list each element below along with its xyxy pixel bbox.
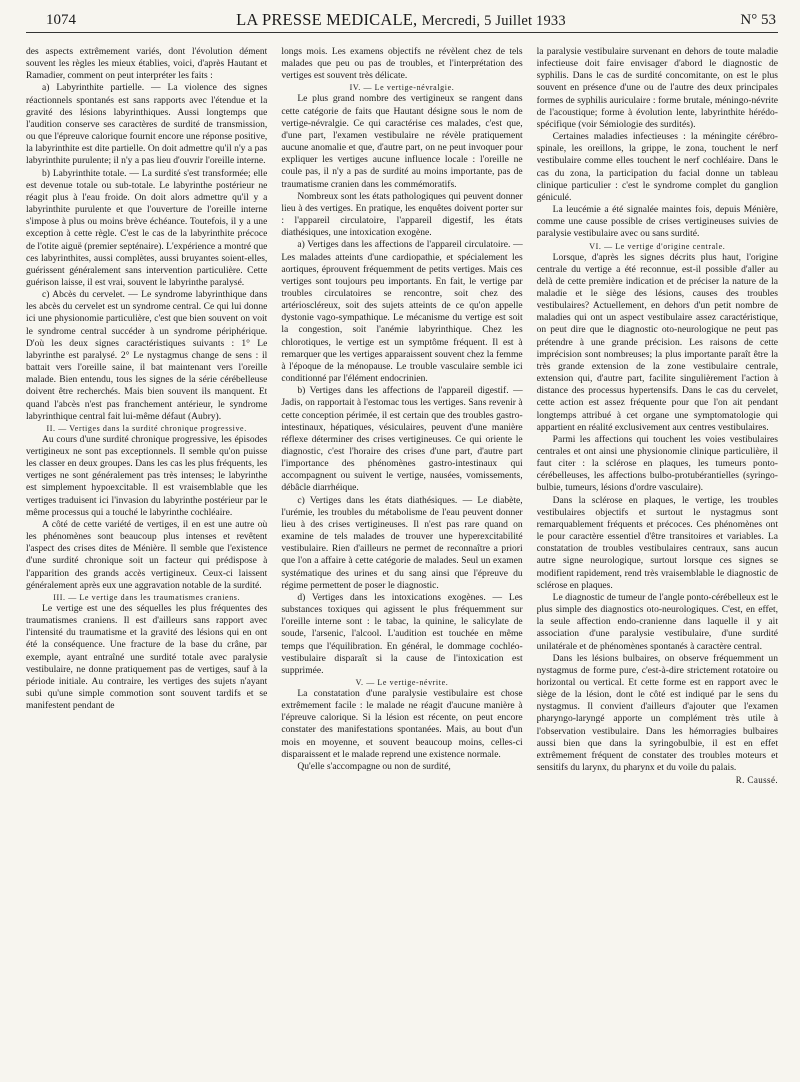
issue-number: N° 53 [740,12,776,28]
section-heading: IV. — Le vertige-névralgie. [349,83,455,93]
paragraph: Certaines maladies infectieuses : la méningite cérébro-spinale, les oreillons, la grippe, le zona, touchent le nerf vestibulaire comme elles touchent le nerf cochléaire. Dans le cas du zona, la participation du facial donne un tableau clinique particulier : c'est le syndrome complet du ganglion géniculé. [536,131,778,203]
paragraph: a) Labyrinthite partielle. — La violence des signes réactionnels spontanés est sans rapports avec l'étendue et la gravité des lésions labyrinthiques. Aussi longtemps que l'audition conserve ses caractères de surdité de transmission, ou que l'épreuve calorique fournit encore une réponse positive, la labyrinthite est dite partielle. On doit admettre qu'il n'y a pas labyrinthite purulente; il n'y a pas lieu d'ouvrir l'oreille interne. [26,82,268,167]
issue-date: Mercredi, 5 Juillet 1933 [421,13,566,29]
paragraph: Le diagnostic de tumeur de l'angle ponto-cérébelleux est le plus simple des diagnostics oto-neurologiques. C'est, en effet, la seule affection endo-cranienne dans laquelle il y ait association d'une paralysie vestibulaire, d'une surdité unilatérale et de phénomènes spontanés à caractère central. [536,591,778,652]
article-body [26,46,778,1076]
paragraph: Lorsque, d'après les signes décrits plus haut, l'origine centrale du vertige a été reconnue, est-il possible d'aller au delà de cette première indication et de préciser la nature de la maladie et le siège des lésions, causes des troubles vestibulaires? Actuellement, en dehors d'un petit nombre de maladies qui ont un aspect vestibulaire assez caractéristique, on peut dire que le diagnostic oto-neurologique ne peut pas prétendre à une grande précision. Les raisons de cette imprécision sont nombreuses; la plus importante paraît être la très grande extension de la zone vestibulaire centrale, extension qui, d'autre part, facilite singulièrement l'action à distance des processus hypertensifs. Dans le cas du cervelet, cette action est assez fréquente pour que l'on ait pendant longtemps attribué à cet organe une symptomatologie qui appartient en réalité exclusivement aux centres vestibulaires. [536,251,778,433]
page-number: 1074 [46,12,76,28]
paragraph: la paralysie vestibulaire survenant en dehors de toute maladie infectieuse doit faire envisager d'abord le diagnostic de syphilis. Dans le cas de surdité concomitante, on est le plus souvent en présence d'une ou de l'autre des deux principales formes de syphilis auriculaire : forme brutale, méningo-névrite de l'acoustique; forme à évolution lente, labyrinthite hérédo-spécifique (voir Sémiologie des surdités). [536,46,778,130]
paragraph: des aspects extrêmement variés, dont l'évolution dément souvent les règles les mieux établies, voici, d'après Hautant et Ramadier, comment on peut interpréter les faits : [26,46,268,82]
column-3 [537,46,778,1076]
paragraph: La constatation d'une paralysie vestibulaire est chose extrêmement facile : le malade ne réagit d'aucune manière à l'épreuve calorique. Si la lésion est récente, on peut encore constater des manifestations spontanées. Mais, au bout d'un mois en moyenne, et souvent beaucoup moins, celles-ci disparaissent et le malade reprend une existence normale. [281,687,523,760]
paragraph: Nombreux sont les états pathologiques qui peuvent donner lieu à des vertiges. En pratique, les enquêtes doivent porter sur : l'appareil circulatoire, l'appareil digestif, les états diathésiques, une intoxication exogène. [281,190,523,239]
paragraph: Le plus grand nombre des vertigineux se rangent dans cette catégorie de faits que Hautant désigne sous le nom de vertige-névralgie. Ce qui caractérise ces malades, c'est que, d'une part, l'examen vestibulaire ne révèle pratiquement aucune anomalie et que, d'autre part, on ne peut invoquer pour expliquer les vertiges aucune influence locale : l'oreille ne coule pas, il n'y a pas de surdité au moins importante, pas de traumatisme cranien dans les commémoratifs. [281,93,523,190]
paragraph: longs mois. Les examens objectifs ne révèlent chez de tels malades que peu ou pas de troubles, et l'interprétation des vertiges est souvent très délicate. [281,46,523,82]
paragraph: Dans les lésions bulbaires, on observe fréquemment un nystagmus de forme pure, c'est-à-dire strictement rotatoire ou horizontal ou vertical. Et cette forme est en rapport avec le siège de la lésion, dont le côté est indiqué par le sens du nystagmus. Il convient d'ailleurs d'ajouter que l'examen pharyngo-laryngé apporte un complément très utile à l'observation vestibulaire. Dans les hémorragies bulbaires aussi bien que dans la syringobulbie, il est en effet extrêmement fréquent de constater des troubles moteurs et sensitifs du larynx, du pharynx et du voile du palais. [536,652,778,774]
column-1 [26,46,267,1076]
journal-title-line [26,10,776,30]
paragraph: La leucémie a été signalée maintes fois, depuis Ménière, comme une cause possible de crises vertigineuses suivies de paralysie vestibulaire avec ou sans surdité. [536,204,778,240]
paragraph: A côté de cette variété de vertiges, il en est une autre où les phénomènes sont beaucoup plus intenses et revêtent l'aspect des crises dites de Ménière. Il semble que l'existence d'une surdité chronique soit un facteur qui prédispose à l'apparition des grands accès vertigineux. Ceux-ci laissent généralement après eux une aggravation notable de la surdité. [26,518,268,591]
section-heading: VI. — Le vertige d'origine centrale. [589,241,726,251]
header-rule [26,32,778,33]
page-header [26,4,776,34]
journal-name: LA PRESSE MEDICALE, [236,10,418,29]
paragraph: Au cours d'une surdité chronique progressive, les épisodes vertigineux ne sont pas exceptionnels. Il semble qu'on puisse les classer en deux groupes. Dans les cas les plus fréquents, les vertiges ne sont généralement pas très intenses; le labyrinthe est simplement hypoexcitable. Il est vraisemblable que les vertiges traduisent ici l'invasion du labyrinthe postérieur par le même processus qui a touché le labyrinthe cochléaire. [26,433,268,518]
paragraph: Qu'elle s'accompagne ou non de surdité, [297,760,451,772]
author-signature: R. Caussé. [735,775,778,786]
paragraph: d) Vertiges dans les intoxications exogènes. — Les substances toxiques qui agissent le plus fréquemment sur l'oreille interne sont : le tabac, la quinine, le salicylate de soude, l'arsenic, l'alcool. L'audition est touchée en même temps que l'équilibration. En général, le dommage cochléo-vestibulaire disparaît si la cause de l'intoxication est supprimée. [281,591,523,676]
paragraph: Parmi les affections qui touchent les voies vestibulaires centrales et ont ainsi une physionomie clinique particulière, il faut citer : la sclérose en plaques, les tumeurs ponto-cérébelleuses, les affections bulbo-protubérantielles (syringo-bulbie, tumeurs, lésions d'ordre vasculaire). [536,433,778,494]
paragraph: Dans la sclérose en plaques, le vertige, les troubles vestibulaires objectifs et surtout le nystagmus sont remarquablement fréquents et précoces. Ces phénomènes ont le pour caractère essentiel d'être transitoires et variables. La constatation de troubles vestibulaires centraux, sans aucun autre signe neurologique, surtout lorsque ces signes se modifient rapidement, rend très vraisemblable le diagnostic de sclérose en plaques. [536,494,778,591]
paragraph: Le vertige est une des séquelles les plus fréquentes des traumatismes craniens. Il est d'ailleurs sans rapport avec l'intensité du traumatisme et la gravité des lésions qui en ont été la conséquence. Une fracture de la base du crâne, par exemple, ayant entraîné une surdité totale avec paralysie vestibulaire, ne donne pratiquement pas de vertiges, sauf à la période initiale. Au contraire, les vertiges des sujets n'ayant subi qu'une simple commotion sont souvent tardifs et se manifestent pendant de [26,602,268,712]
section-heading: II. — Vertiges dans la surdité chronique progressive. [46,423,247,433]
paragraph: a) Vertiges dans les affections de l'appareil circulatoire. — Les malades atteints d'une cardiopathie, et spécialement les aortiques, éprouvent fréquemment de petits vertiges. Mais ces vertiges sont toujours peu importants. En fait, le vertige par troubles circulatoires se rencontre, soit chez des artérioscléreux, soit des sujets atteints de ce qu'on appelle dystonie vago-sympathique. Le mécanisme du vertige est soit la congestion, soit l'anémie labyrinthique. Chez les chlorotiques, le vertige est un symptôme fréquent. Il est à remarquer que les vertiges apparaissent souvent chez la femme à l'époque de la ménopause. Le trouble vasculaire semble ici conditionné par l'élément endocrinien. [281,239,523,385]
section-heading: V. — Le vertige-névrite. [355,677,449,687]
section-heading: III. — Le vertige dans les traumatismes craniens. [53,592,241,602]
paragraph: b) Labyrinthite totale. — La surdité s'est transformée; elle est devenue totale ou sub-totale. Le labyrinthe postérieur ne réagit plus à l'eau froide. On doit alors admettre qu'il y a labyrinthite purulente et que l'ouverture de l'oreille interne s'impose à plus ou moins brève échéance. Toutefois, il y a une exception à cette règle. C'est le cas de la labyrinthite précoce de l'otite aiguë (premier septénaire). L'expérience a montré que ces labyrinthites, aussi complètes, aussi bruyantes soient-elles, guérissent généralement sans intervention particulière. Cette guérison laisse, il est vrai, souvent le labyrinthe paralysé. [26,167,268,288]
column-2 [281,46,522,1076]
paragraph: c) Vertiges dans les états diathésiques. — Le diabète, l'urémie, les troubles du métabolisme de l'eau peuvent donner lieu à des crises vertigineuses. Il n'est pas rare quand on examine de tels malades de trouver une hyperexcitabilité vestibulaire. Rien d'ailleurs ne permet de reconnaître a priori que l'on a affaire à cette catégorie de malades. Seul un examen systématique des urines et du sang ainsi que l'épreuve du régime permettent de poser le diagnostic. [281,494,523,591]
paragraph: b) Vertiges dans les affections de l'appareil digestif. — Jadis, on rapportait à l'estomac tous les vertiges. Sans revenir à cette conception périmée, il est certain que des troubles gastro-intestinaux, hépatiques, vésiculaires, peuvent d'une manière réflexe déterminer des crises vertigineuses. Ce qui oriente le diagnostic, c'est l'horaire des crises d'une part, d'autre part l'importance des phénomènes gastro-intestinaux qui accompagnent ou suivent le vertige, nausées, vomissements, débâcle diarrhéique. [281,385,523,494]
paragraph: c) Abcès du cervelet. — Le syndrome labyrinthique dans les abcès du cervelet est un syndrome central. Ce qui lui donne ici une physionomie particulière, c'est que bien souvent on voit le syndrome central succéder à un syndrome périphérique. D'où les deux signes caractéristiques suivants : 1° Le labyrinthe est paralysé. 2° Le nystagmus change de sens : il battait vers l'oreille saine, il bat maintenant vers l'oreille malade. Bien entendu, tous les signes de la série cérébelleuse doivent être recherchés. Mais bien souvent ils manquent. Et quand l'abcès n'est pas franchement antérieur, le syndrome labyrinthique central fait lui-même défaut (Aubry). [26,289,268,422]
